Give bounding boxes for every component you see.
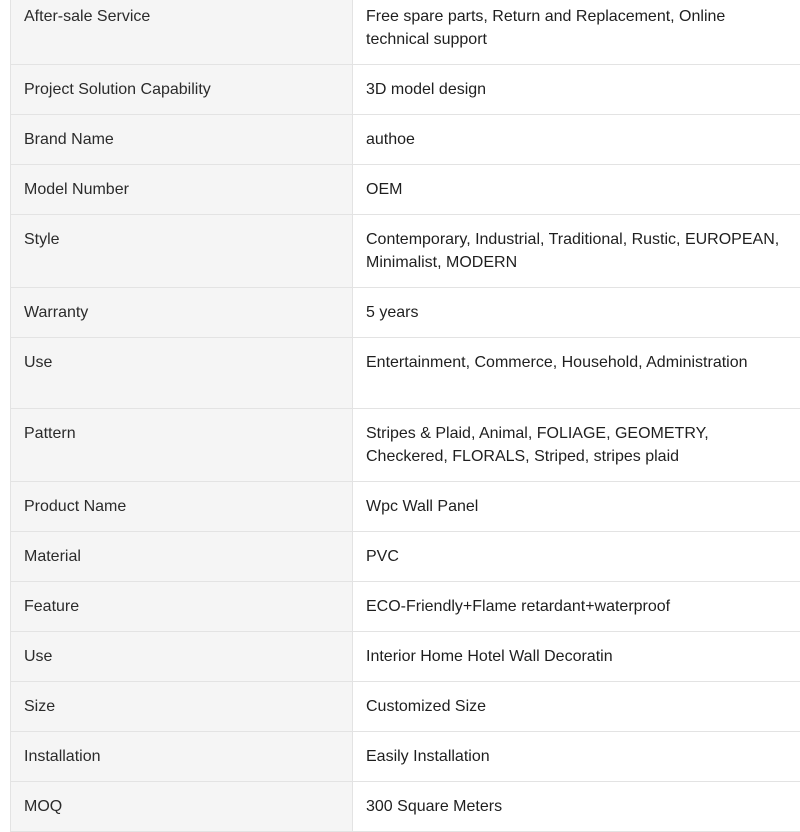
- spec-label-cell: [11, 682, 353, 732]
- spec-label: After-sale Service: [11, 0, 352, 41]
- spec-label: Use: [11, 338, 352, 387]
- spec-value: Wpc Wall Panel: [353, 482, 800, 531]
- spec-row: [11, 409, 800, 482]
- spec-value: Stripes & Plaid, Animal, FOLIAGE, GEOMETRY, Checkered, FLORALS, Striped, stripes plaid: [353, 409, 800, 481]
- spec-row: [11, 338, 800, 409]
- spec-label: Brand Name: [11, 115, 352, 164]
- spec-value-cell: [353, 65, 800, 115]
- spec-value-cell: [353, 215, 800, 288]
- spec-value-cell: [353, 338, 800, 409]
- spec-value: Interior Home Hotel Wall Decoratin: [353, 632, 800, 681]
- spec-row: [11, 115, 800, 165]
- spec-label-cell: [11, 0, 353, 65]
- spec-row: [11, 288, 800, 338]
- spec-value-cell: [353, 482, 800, 532]
- spec-value-cell: [353, 0, 800, 65]
- spec-label-cell: [11, 215, 353, 288]
- spec-value-cell: [353, 532, 800, 582]
- spec-label: Feature: [11, 582, 352, 631]
- spec-row: [11, 682, 800, 732]
- spec-label: Model Number: [11, 165, 352, 214]
- spec-value-cell: [353, 288, 800, 338]
- spec-value: Entertainment, Commerce, Household, Administration: [353, 338, 800, 387]
- spec-label-cell: [11, 782, 353, 832]
- spec-label-cell: [11, 732, 353, 782]
- spec-value: Easily Installation: [353, 732, 800, 781]
- spec-value-cell: [353, 409, 800, 482]
- spec-row: [11, 215, 800, 288]
- spec-row: [11, 482, 800, 532]
- spec-label: Material: [11, 532, 352, 581]
- spec-row: [11, 582, 800, 632]
- spec-label-cell: [11, 409, 353, 482]
- spec-label-cell: [11, 165, 353, 215]
- spec-label-cell: [11, 532, 353, 582]
- spec-label: Project Solution Capability: [11, 65, 352, 114]
- spec-label: Style: [11, 215, 352, 264]
- spec-value: authoe: [353, 115, 800, 164]
- spec-label: MOQ: [11, 782, 352, 831]
- spec-row: [11, 782, 800, 832]
- spec-value: Free spare parts, Return and Replacement, Online technical support: [353, 0, 800, 64]
- spec-value: PVC: [353, 532, 800, 581]
- spec-label-cell: [11, 115, 353, 165]
- spec-row: [11, 532, 800, 582]
- spec-value-cell: [353, 165, 800, 215]
- spec-row: [11, 165, 800, 215]
- spec-label-cell: [11, 582, 353, 632]
- spec-row: [11, 0, 800, 65]
- spec-row: [11, 732, 800, 782]
- spec-value: 5 years: [353, 288, 800, 337]
- spec-label: Size: [11, 682, 352, 731]
- spec-value-cell: [353, 732, 800, 782]
- spec-table-body: [11, 0, 800, 832]
- spec-row: [11, 632, 800, 682]
- spec-value: Contemporary, Industrial, Traditional, Rustic, EUROPEAN, Minimalist, MODERN: [353, 215, 800, 287]
- spec-label: Product Name: [11, 482, 352, 531]
- spec-label: Pattern: [11, 409, 352, 458]
- spec-value-cell: [353, 782, 800, 832]
- spec-value: OEM: [353, 165, 800, 214]
- product-specifications-table: [10, 0, 800, 832]
- spec-label: Use: [11, 632, 352, 681]
- spec-label-cell: [11, 338, 353, 409]
- spec-value: 300 Square Meters: [353, 782, 800, 831]
- spec-value-cell: [353, 582, 800, 632]
- spec-label-cell: [11, 632, 353, 682]
- spec-value: 3D model design: [353, 65, 800, 114]
- spec-label-cell: [11, 65, 353, 115]
- spec-label-cell: [11, 482, 353, 532]
- spec-value-cell: [353, 115, 800, 165]
- spec-value-cell: [353, 632, 800, 682]
- spec-label-cell: [11, 288, 353, 338]
- spec-value: ECO-Friendly+Flame retardant+waterproof: [353, 582, 800, 631]
- spec-row: [11, 65, 800, 115]
- spec-value: Customized Size: [353, 682, 800, 731]
- spec-value-cell: [353, 682, 800, 732]
- spec-label: Warranty: [11, 288, 352, 337]
- spec-label: Installation: [11, 732, 352, 781]
